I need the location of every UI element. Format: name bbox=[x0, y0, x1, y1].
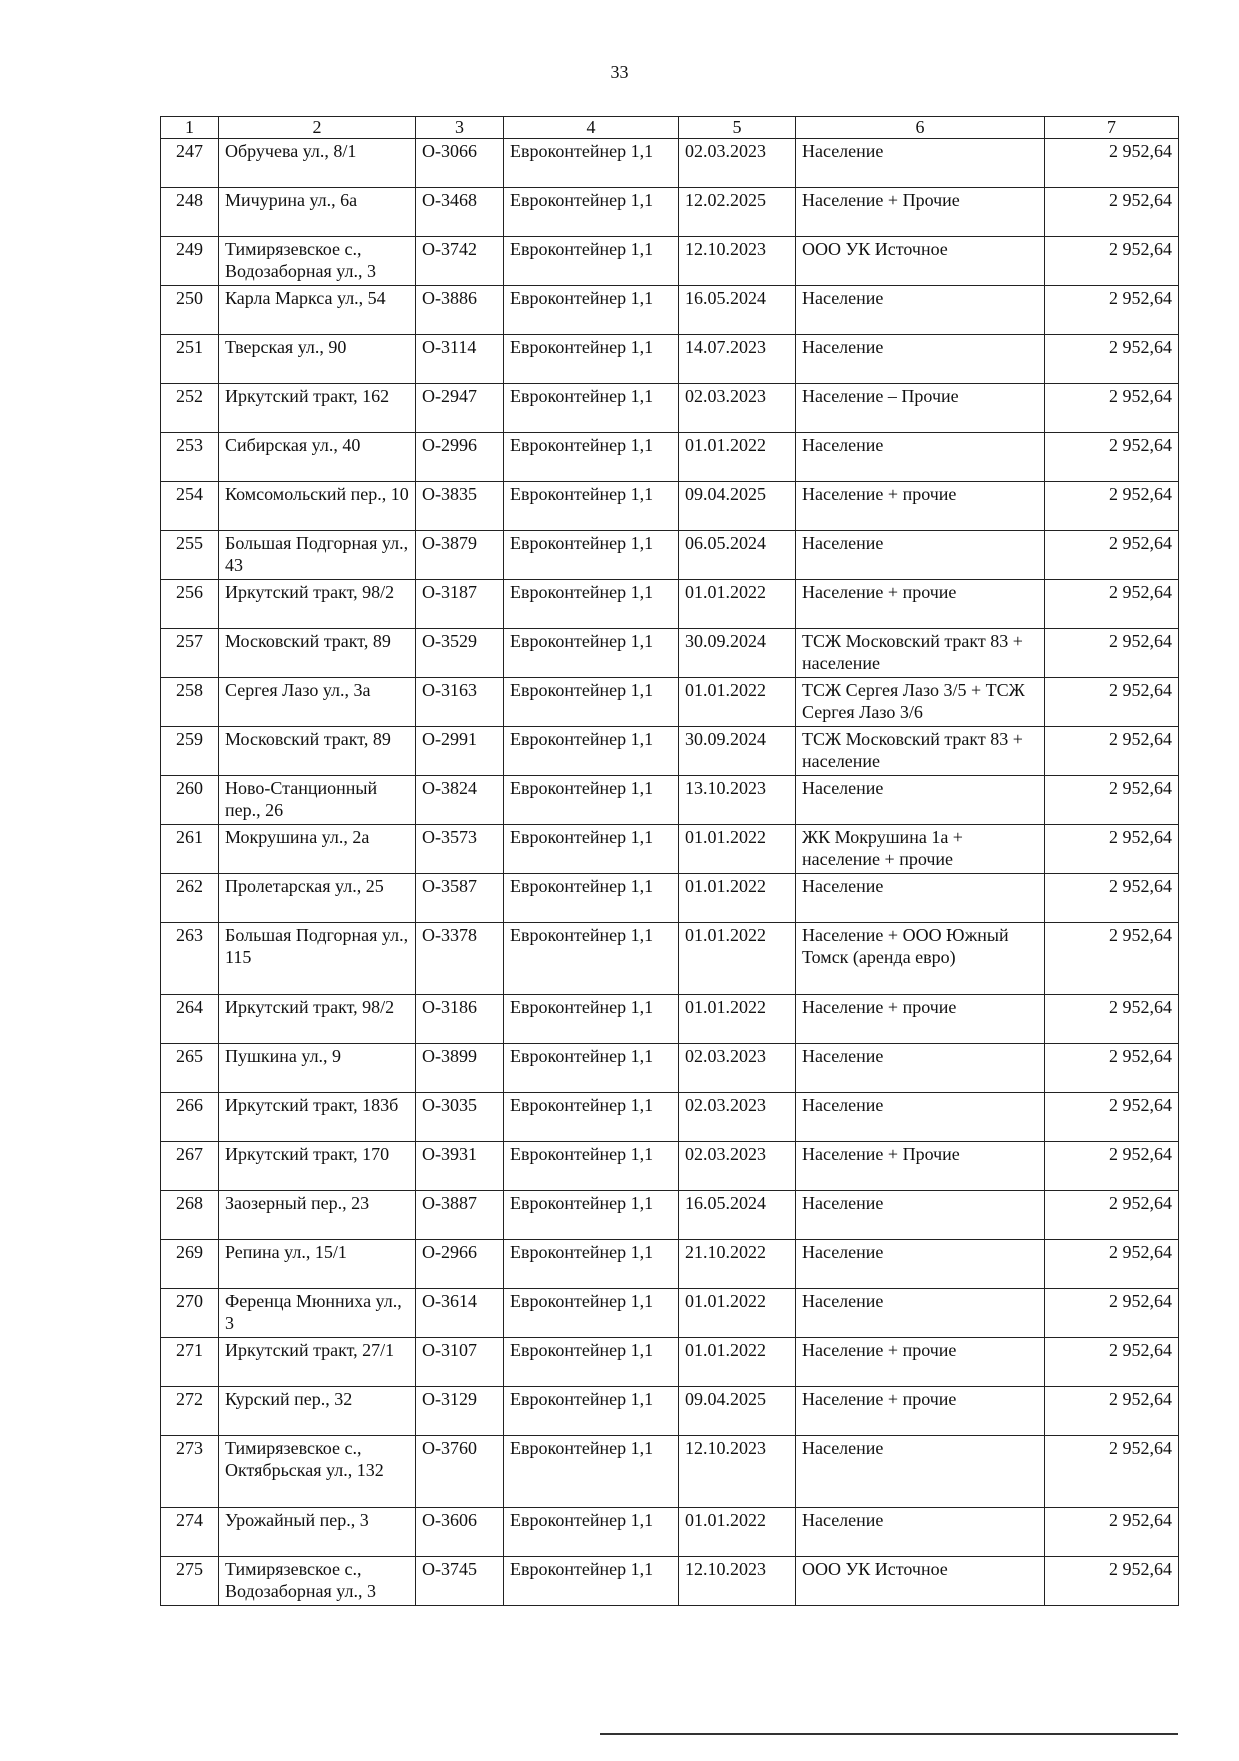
date-cell: 02.03.2023 bbox=[679, 1142, 796, 1191]
consumer-cell: ТСЖ Московский тракт 83 + население bbox=[796, 629, 1045, 678]
row-number-cell: 253 bbox=[161, 433, 219, 482]
header-col-2: 2 bbox=[219, 117, 416, 139]
date-cell: 01.01.2022 bbox=[679, 874, 796, 923]
container-type-cell: Евроконтейнер 1,1 bbox=[504, 580, 679, 629]
address-cell: Большая Подгорная ул., 115 bbox=[219, 923, 416, 995]
table-row bbox=[161, 482, 1179, 531]
site-code-cell: О-3114 bbox=[416, 335, 504, 384]
date-cell: 02.03.2023 bbox=[679, 1044, 796, 1093]
row-number-cell: 269 bbox=[161, 1240, 219, 1289]
row-number-cell: 265 bbox=[161, 1044, 219, 1093]
address-cell: Сергея Лазо ул., 3а bbox=[219, 678, 416, 727]
date-cell: 02.03.2023 bbox=[679, 1093, 796, 1142]
date-cell: 14.07.2023 bbox=[679, 335, 796, 384]
container-type-cell: Евроконтейнер 1,1 bbox=[504, 482, 679, 531]
table-row bbox=[161, 139, 1179, 188]
consumer-cell: Население + прочие bbox=[796, 482, 1045, 531]
date-cell: 16.05.2024 bbox=[679, 1191, 796, 1240]
date-cell: 09.04.2025 bbox=[679, 482, 796, 531]
site-code-cell: О-3186 bbox=[416, 995, 504, 1044]
consumer-cell: Население + прочие bbox=[796, 580, 1045, 629]
amount-cell: 2 952,64 bbox=[1045, 335, 1179, 384]
container-type-cell: Евроконтейнер 1,1 bbox=[504, 384, 679, 433]
container-type-cell: Евроконтейнер 1,1 bbox=[504, 1508, 679, 1557]
container-type-cell: Евроконтейнер 1,1 bbox=[504, 1338, 679, 1387]
consumer-cell: Население bbox=[796, 1289, 1045, 1338]
amount-cell: 2 952,64 bbox=[1045, 286, 1179, 335]
row-number-cell: 259 bbox=[161, 727, 219, 776]
bottom-rule bbox=[600, 1733, 1178, 1735]
date-cell: 01.01.2022 bbox=[679, 923, 796, 995]
table-row bbox=[161, 1240, 1179, 1289]
site-code-cell: О-3587 bbox=[416, 874, 504, 923]
row-number-cell: 247 bbox=[161, 139, 219, 188]
table-row bbox=[161, 1044, 1179, 1093]
amount-cell: 2 952,64 bbox=[1045, 923, 1179, 995]
amount-cell: 2 952,64 bbox=[1045, 1142, 1179, 1191]
container-type-cell: Евроконтейнер 1,1 bbox=[504, 531, 679, 580]
date-cell: 01.01.2022 bbox=[679, 1338, 796, 1387]
amount-cell: 2 952,64 bbox=[1045, 727, 1179, 776]
table-row bbox=[161, 727, 1179, 776]
address-cell: Московский тракт, 89 bbox=[219, 727, 416, 776]
date-cell: 12.10.2023 bbox=[679, 1436, 796, 1508]
amount-cell: 2 952,64 bbox=[1045, 1289, 1179, 1338]
address-cell: Мичурина ул., 6а bbox=[219, 188, 416, 237]
site-code-cell: О-3742 bbox=[416, 237, 504, 286]
table-body bbox=[161, 139, 1179, 1606]
site-code-cell: О-3879 bbox=[416, 531, 504, 580]
container-type-cell: Евроконтейнер 1,1 bbox=[504, 776, 679, 825]
site-code-cell: О-3378 bbox=[416, 923, 504, 995]
amount-cell: 2 952,64 bbox=[1045, 384, 1179, 433]
address-cell: Ференца Мюнниха ул., 3 bbox=[219, 1289, 416, 1338]
container-type-cell: Евроконтейнер 1,1 bbox=[504, 286, 679, 335]
date-cell: 01.01.2022 bbox=[679, 1508, 796, 1557]
date-cell: 01.01.2022 bbox=[679, 678, 796, 727]
row-number-cell: 263 bbox=[161, 923, 219, 995]
row-number-cell: 270 bbox=[161, 1289, 219, 1338]
site-code-cell: О-3187 bbox=[416, 580, 504, 629]
date-cell: 21.10.2022 bbox=[679, 1240, 796, 1289]
amount-cell: 2 952,64 bbox=[1045, 678, 1179, 727]
consumer-cell: ООО УК Источное bbox=[796, 1557, 1045, 1606]
address-cell: Иркутский тракт, 98/2 bbox=[219, 995, 416, 1044]
site-code-cell: О-3107 bbox=[416, 1338, 504, 1387]
date-cell: 01.01.2022 bbox=[679, 580, 796, 629]
table-row bbox=[161, 335, 1179, 384]
container-type-cell: Евроконтейнер 1,1 bbox=[504, 678, 679, 727]
address-cell: Пушкина ул., 9 bbox=[219, 1044, 416, 1093]
site-code-cell: О-2996 bbox=[416, 433, 504, 482]
row-number-cell: 251 bbox=[161, 335, 219, 384]
date-cell: 12.10.2023 bbox=[679, 237, 796, 286]
address-cell: Обручева ул., 8/1 bbox=[219, 139, 416, 188]
amount-cell: 2 952,64 bbox=[1045, 482, 1179, 531]
row-number-cell: 252 bbox=[161, 384, 219, 433]
site-code-cell: О-3886 bbox=[416, 286, 504, 335]
container-type-cell: Евроконтейнер 1,1 bbox=[504, 433, 679, 482]
container-type-cell: Евроконтейнер 1,1 bbox=[504, 1191, 679, 1240]
address-cell: Заозерный пер., 23 bbox=[219, 1191, 416, 1240]
amount-cell: 2 952,64 bbox=[1045, 776, 1179, 825]
table-row bbox=[161, 923, 1179, 995]
consumer-cell: Население bbox=[796, 1508, 1045, 1557]
consumer-cell: Население bbox=[796, 1093, 1045, 1142]
table-row bbox=[161, 1093, 1179, 1142]
container-type-cell: Евроконтейнер 1,1 bbox=[504, 1142, 679, 1191]
address-cell: Московский тракт, 89 bbox=[219, 629, 416, 678]
date-cell: 02.03.2023 bbox=[679, 384, 796, 433]
consumer-cell: Население + прочие bbox=[796, 995, 1045, 1044]
consumer-cell: Население bbox=[796, 1436, 1045, 1508]
amount-cell: 2 952,64 bbox=[1045, 1557, 1179, 1606]
date-cell: 13.10.2023 bbox=[679, 776, 796, 825]
site-code-cell: О-3468 bbox=[416, 188, 504, 237]
page-number: 33 bbox=[610, 62, 629, 82]
amount-cell: 2 952,64 bbox=[1045, 1093, 1179, 1142]
row-number-cell: 258 bbox=[161, 678, 219, 727]
row-number-cell: 257 bbox=[161, 629, 219, 678]
amount-cell: 2 952,64 bbox=[1045, 1240, 1179, 1289]
row-number-cell: 274 bbox=[161, 1508, 219, 1557]
address-cell: Иркутский тракт, 98/2 bbox=[219, 580, 416, 629]
container-type-cell: Евроконтейнер 1,1 bbox=[504, 1387, 679, 1436]
site-code-cell: О-3035 bbox=[416, 1093, 504, 1142]
container-type-cell: Евроконтейнер 1,1 bbox=[504, 1044, 679, 1093]
table-row bbox=[161, 1338, 1179, 1387]
consumer-cell: Население bbox=[796, 531, 1045, 580]
date-cell: 12.10.2023 bbox=[679, 1557, 796, 1606]
site-code-cell: О-2947 bbox=[416, 384, 504, 433]
date-cell: 12.02.2025 bbox=[679, 188, 796, 237]
amount-cell: 2 952,64 bbox=[1045, 995, 1179, 1044]
date-cell: 01.01.2022 bbox=[679, 1289, 796, 1338]
consumer-cell: Население bbox=[796, 874, 1045, 923]
date-cell: 16.05.2024 bbox=[679, 286, 796, 335]
address-cell: Тверская ул., 90 bbox=[219, 335, 416, 384]
consumer-cell: Население + прочие bbox=[796, 1338, 1045, 1387]
date-cell: 02.03.2023 bbox=[679, 139, 796, 188]
consumer-cell: Население + ООО Южный Томск (аренда евро) bbox=[796, 923, 1045, 995]
site-code-cell: О-3066 bbox=[416, 139, 504, 188]
table-row bbox=[161, 1289, 1179, 1338]
date-cell: 30.09.2024 bbox=[679, 727, 796, 776]
container-type-cell: Евроконтейнер 1,1 bbox=[504, 1436, 679, 1508]
table-row bbox=[161, 776, 1179, 825]
site-code-cell: О-3760 bbox=[416, 1436, 504, 1508]
container-sites-table bbox=[160, 116, 1179, 1606]
address-cell: Мокрушина ул., 2а bbox=[219, 825, 416, 874]
address-cell: Карла Маркса ул., 54 bbox=[219, 286, 416, 335]
consumer-cell: Население + Прочие bbox=[796, 1142, 1045, 1191]
table-row bbox=[161, 237, 1179, 286]
date-cell: 01.01.2022 bbox=[679, 995, 796, 1044]
header-row bbox=[161, 117, 1179, 139]
address-cell: Иркутский тракт, 27/1 bbox=[219, 1338, 416, 1387]
table-row bbox=[161, 1142, 1179, 1191]
date-cell: 01.01.2022 bbox=[679, 433, 796, 482]
table-row bbox=[161, 1436, 1179, 1508]
address-cell: Большая Подгорная ул., 43 bbox=[219, 531, 416, 580]
row-number-cell: 275 bbox=[161, 1557, 219, 1606]
address-cell: Тимирязевское с., Водозаборная ул., 3 bbox=[219, 237, 416, 286]
site-code-cell: О-3887 bbox=[416, 1191, 504, 1240]
address-cell: Тимирязевское с., Водозаборная ул., 3 bbox=[219, 1557, 416, 1606]
table-row bbox=[161, 1557, 1179, 1606]
row-number-cell: 255 bbox=[161, 531, 219, 580]
date-cell: 09.04.2025 bbox=[679, 1387, 796, 1436]
consumer-cell: Население bbox=[796, 286, 1045, 335]
site-code-cell: О-3835 bbox=[416, 482, 504, 531]
site-code-cell: О-3163 bbox=[416, 678, 504, 727]
address-cell: Иркутский тракт, 170 bbox=[219, 1142, 416, 1191]
amount-cell: 2 952,64 bbox=[1045, 1338, 1179, 1387]
consumer-cell: Население bbox=[796, 1191, 1045, 1240]
consumer-cell: Население + прочие bbox=[796, 1387, 1045, 1436]
consumer-cell: ТСЖ Московский тракт 83 + население bbox=[796, 727, 1045, 776]
row-number-cell: 268 bbox=[161, 1191, 219, 1240]
consumer-cell: Население bbox=[796, 776, 1045, 825]
container-type-cell: Евроконтейнер 1,1 bbox=[504, 629, 679, 678]
address-cell: Ново-Станционный пер., 26 bbox=[219, 776, 416, 825]
table-row bbox=[161, 188, 1179, 237]
site-code-cell: О-3606 bbox=[416, 1508, 504, 1557]
row-number-cell: 267 bbox=[161, 1142, 219, 1191]
address-cell: Курский пер., 32 bbox=[219, 1387, 416, 1436]
amount-cell: 2 952,64 bbox=[1045, 1044, 1179, 1093]
consumer-cell: Население – Прочие bbox=[796, 384, 1045, 433]
container-type-cell: Евроконтейнер 1,1 bbox=[504, 825, 679, 874]
header-col-5: 5 bbox=[679, 117, 796, 139]
site-code-cell: О-3129 bbox=[416, 1387, 504, 1436]
site-code-cell: О-3529 bbox=[416, 629, 504, 678]
address-cell: Иркутский тракт, 162 bbox=[219, 384, 416, 433]
amount-cell: 2 952,64 bbox=[1045, 1436, 1179, 1508]
address-cell: Тимирязевское с., Октябрьская ул., 132 bbox=[219, 1436, 416, 1508]
row-number-cell: 249 bbox=[161, 237, 219, 286]
amount-cell: 2 952,64 bbox=[1045, 237, 1179, 286]
consumer-cell: Население bbox=[796, 1240, 1045, 1289]
site-code-cell: О-3614 bbox=[416, 1289, 504, 1338]
container-type-cell: Евроконтейнер 1,1 bbox=[504, 1557, 679, 1606]
site-code-cell: О-2966 bbox=[416, 1240, 504, 1289]
address-cell: Иркутский тракт, 183б bbox=[219, 1093, 416, 1142]
amount-cell: 2 952,64 bbox=[1045, 139, 1179, 188]
consumer-cell: Население bbox=[796, 433, 1045, 482]
header-col-4: 4 bbox=[504, 117, 679, 139]
row-number-cell: 266 bbox=[161, 1093, 219, 1142]
consumer-cell: ТСЖ Сергея Лазо 3/5 + ТСЖ Сергея Лазо 3/6 bbox=[796, 678, 1045, 727]
table-row bbox=[161, 1387, 1179, 1436]
address-cell: Урожайный пер., 3 bbox=[219, 1508, 416, 1557]
container-type-cell: Евроконтейнер 1,1 bbox=[504, 1289, 679, 1338]
row-number-cell: 262 bbox=[161, 874, 219, 923]
row-number-cell: 271 bbox=[161, 1338, 219, 1387]
container-type-cell: Евроконтейнер 1,1 bbox=[504, 995, 679, 1044]
row-number-cell: 254 bbox=[161, 482, 219, 531]
table-row bbox=[161, 433, 1179, 482]
amount-cell: 2 952,64 bbox=[1045, 629, 1179, 678]
row-number-cell: 273 bbox=[161, 1436, 219, 1508]
row-number-cell: 272 bbox=[161, 1387, 219, 1436]
address-cell: Комсомольский пер., 10 bbox=[219, 482, 416, 531]
table-row bbox=[161, 629, 1179, 678]
address-cell: Пролетарская ул., 25 bbox=[219, 874, 416, 923]
table-row bbox=[161, 995, 1179, 1044]
date-cell: 06.05.2024 bbox=[679, 531, 796, 580]
table-row bbox=[161, 678, 1179, 727]
table-row bbox=[161, 286, 1179, 335]
header-col-7: 7 bbox=[1045, 117, 1179, 139]
row-number-cell: 260 bbox=[161, 776, 219, 825]
header-col-1: 1 bbox=[161, 117, 219, 139]
site-code-cell: О-3573 bbox=[416, 825, 504, 874]
table-row bbox=[161, 384, 1179, 433]
table-row bbox=[161, 531, 1179, 580]
consumer-cell: ООО УК Источное bbox=[796, 237, 1045, 286]
address-cell: Сибирская ул., 40 bbox=[219, 433, 416, 482]
container-type-cell: Евроконтейнер 1,1 bbox=[504, 335, 679, 384]
row-number-cell: 264 bbox=[161, 995, 219, 1044]
container-type-cell: Евроконтейнер 1,1 bbox=[504, 139, 679, 188]
date-cell: 30.09.2024 bbox=[679, 629, 796, 678]
container-type-cell: Евроконтейнер 1,1 bbox=[504, 188, 679, 237]
header-col-6: 6 bbox=[796, 117, 1045, 139]
date-cell: 01.01.2022 bbox=[679, 825, 796, 874]
container-type-cell: Евроконтейнер 1,1 bbox=[504, 1093, 679, 1142]
amount-cell: 2 952,64 bbox=[1045, 825, 1179, 874]
consumer-cell: Население bbox=[796, 335, 1045, 384]
amount-cell: 2 952,64 bbox=[1045, 1191, 1179, 1240]
row-number-cell: 256 bbox=[161, 580, 219, 629]
amount-cell: 2 952,64 bbox=[1045, 188, 1179, 237]
amount-cell: 2 952,64 bbox=[1045, 580, 1179, 629]
consumer-cell: Население bbox=[796, 139, 1045, 188]
amount-cell: 2 952,64 bbox=[1045, 433, 1179, 482]
table-header bbox=[161, 117, 1179, 139]
container-type-cell: Евроконтейнер 1,1 bbox=[504, 923, 679, 995]
table-row bbox=[161, 874, 1179, 923]
container-type-cell: Евроконтейнер 1,1 bbox=[504, 874, 679, 923]
row-number-cell: 261 bbox=[161, 825, 219, 874]
site-code-cell: О-3824 bbox=[416, 776, 504, 825]
container-type-cell: Евроконтейнер 1,1 bbox=[504, 1240, 679, 1289]
consumer-cell: Население bbox=[796, 1044, 1045, 1093]
container-type-cell: Евроконтейнер 1,1 bbox=[504, 727, 679, 776]
amount-cell: 2 952,64 bbox=[1045, 1387, 1179, 1436]
table-row bbox=[161, 825, 1179, 874]
row-number-cell: 250 bbox=[161, 286, 219, 335]
amount-cell: 2 952,64 bbox=[1045, 874, 1179, 923]
table-row bbox=[161, 1191, 1179, 1240]
amount-cell: 2 952,64 bbox=[1045, 1508, 1179, 1557]
header-col-3: 3 bbox=[416, 117, 504, 139]
site-code-cell: О-2991 bbox=[416, 727, 504, 776]
table-row bbox=[161, 580, 1179, 629]
consumer-cell: ЖК Мокрушина 1а + население + прочие bbox=[796, 825, 1045, 874]
site-code-cell: О-3931 bbox=[416, 1142, 504, 1191]
address-cell: Репина ул., 15/1 bbox=[219, 1240, 416, 1289]
container-type-cell: Евроконтейнер 1,1 bbox=[504, 237, 679, 286]
table-row bbox=[161, 1508, 1179, 1557]
consumer-cell: Население + Прочие bbox=[796, 188, 1045, 237]
site-code-cell: О-3745 bbox=[416, 1557, 504, 1606]
site-code-cell: О-3899 bbox=[416, 1044, 504, 1093]
amount-cell: 2 952,64 bbox=[1045, 531, 1179, 580]
row-number-cell: 248 bbox=[161, 188, 219, 237]
